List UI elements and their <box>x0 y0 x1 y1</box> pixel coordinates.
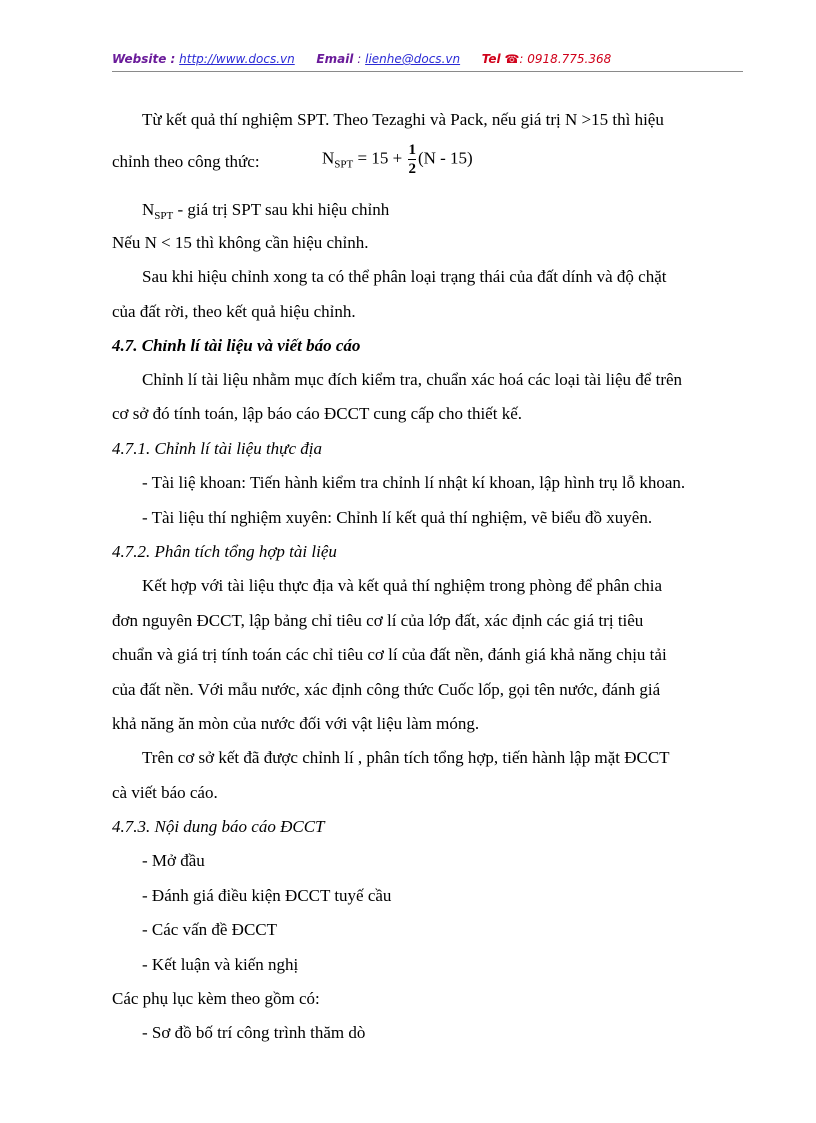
formula-fraction <box>408 142 416 177</box>
formula-lhs: N <box>322 148 335 168</box>
appendix-intro: Các phụ lục kèm theo gồm có: <box>112 989 320 1008</box>
nspt-symbol: N <box>142 200 155 219</box>
paragraph-line: cà viết báo cáo. <box>112 783 218 802</box>
fraction-denominator: 2 <box>408 161 416 177</box>
bullet-item: - Các vấn đề ĐCCT <box>142 920 278 939</box>
subsection-heading-4-7-2: 4.7.2. Phân tích tổng hợp tài liệu <box>112 542 337 561</box>
tel-value: : 0918.775.368 <box>519 52 612 66</box>
section-heading-4-7: 4.7. Chỉnh lí tài liệu và viết báo cáo <box>112 336 361 355</box>
paragraph-line: Sau khi hiệu chỉnh xong ta có thể phân loại trạng thái của đất dính và độ chặt <box>142 267 667 286</box>
subsection-heading-4-7-1: 4.7.1. Chỉnh lí tài liệu thực địa <box>112 439 322 458</box>
paragraph-line: của đất rời, theo kết quả hiệu chỉnh. <box>112 302 356 321</box>
bullet-item: - Mở đầu <box>142 851 205 870</box>
paragraph-line: Chỉnh lí tài liệu nhằm mục đích kiểm tra, chuẩn xác hoá các loại tài liệu để trên <box>142 370 683 389</box>
paragraph-line: chuẩn và giá trị tính toán các chỉ tiêu cơ lí của đất nền, đánh giá khả năng chịu tải <box>112 645 667 664</box>
website-link[interactable]: http://www.docs.vn <box>179 52 295 66</box>
bullet-item: - Tài liệu thí nghiệm xuyên: Chỉnh lí kết quả thí nghiệm, vẽ biểu đồ xuyên. <box>142 508 653 527</box>
paragraph-line: Nếu N < 15 thì không cần hiệu chỉnh. <box>112 233 369 252</box>
formula-mid: = 15 + <box>353 148 407 168</box>
subsection-heading-4-7-3: 4.7.3. Nội dung báo cáo ĐCCT <box>112 817 325 836</box>
email-label: Email <box>316 52 354 66</box>
nspt-definition <box>142 200 389 220</box>
formula-rhs: (N - 15) <box>417 148 473 168</box>
page-header <box>112 52 742 66</box>
bullet-item: - Tài liệ khoan: Tiến hành kiểm tra chỉnh lí nhật kí khoan, lập hình trụ lỗ khoan. <box>142 473 686 492</box>
paragraph-line: Kết hợp với tài liệu thực địa và kết quả thí nghiệm trong phòng để phân chia <box>142 576 663 595</box>
nspt-text: - giá trị SPT sau khi hiệu chỉnh <box>173 200 390 219</box>
paragraph-line: đơn nguyên ĐCCT, lập bảng chỉ tiêu cơ lí của lớp đất, xác định các giá trị tiêu <box>112 611 644 630</box>
paragraph-line: của đất nền. Với mẫu nước, xác định công thức Cuốc lốp, gọi tên nước, đánh giá <box>112 680 661 699</box>
paragraph-line: Trên cơ sở kết đã được chỉnh lí , phân tích tổng hợp, tiến hành lập mặt ĐCCT <box>142 748 670 767</box>
paragraph-line: cơ sở đó tính toán, lập báo cáo ĐCCT cung cấp cho thiết kế. <box>112 404 522 423</box>
paragraph-line: Từ kết quả thí nghiệm SPT. Theo Tezaghi và Pack, nếu giá trị N >15 thì hiệu <box>142 110 664 129</box>
phone-icon: ☎ <box>504 52 520 66</box>
bullet-item: - Đánh giá điều kiện ĐCCT tuyế cầu <box>142 886 392 905</box>
fraction-numerator: 1 <box>408 142 416 158</box>
header-divider <box>112 71 743 72</box>
formula-lhs-sub: SPT <box>334 158 354 171</box>
website-label: Website : <box>112 52 176 66</box>
spt-formula <box>322 142 473 177</box>
email-link[interactable]: lienhe@docs.vn <box>365 52 461 66</box>
paragraph-line: khả năng ăn mòn của nước đối với vật liệu làm móng. <box>112 714 480 733</box>
bullet-item: - Sơ đồ bố trí công trình thăm dò <box>142 1023 366 1042</box>
tel-label: Tel <box>481 52 501 66</box>
nspt-sub: SPT <box>154 210 174 222</box>
paragraph-line: chỉnh theo công thức: <box>112 152 260 171</box>
email-colon: : <box>353 52 362 66</box>
bullet-item: - Kết luận và kiến nghị <box>142 955 299 974</box>
